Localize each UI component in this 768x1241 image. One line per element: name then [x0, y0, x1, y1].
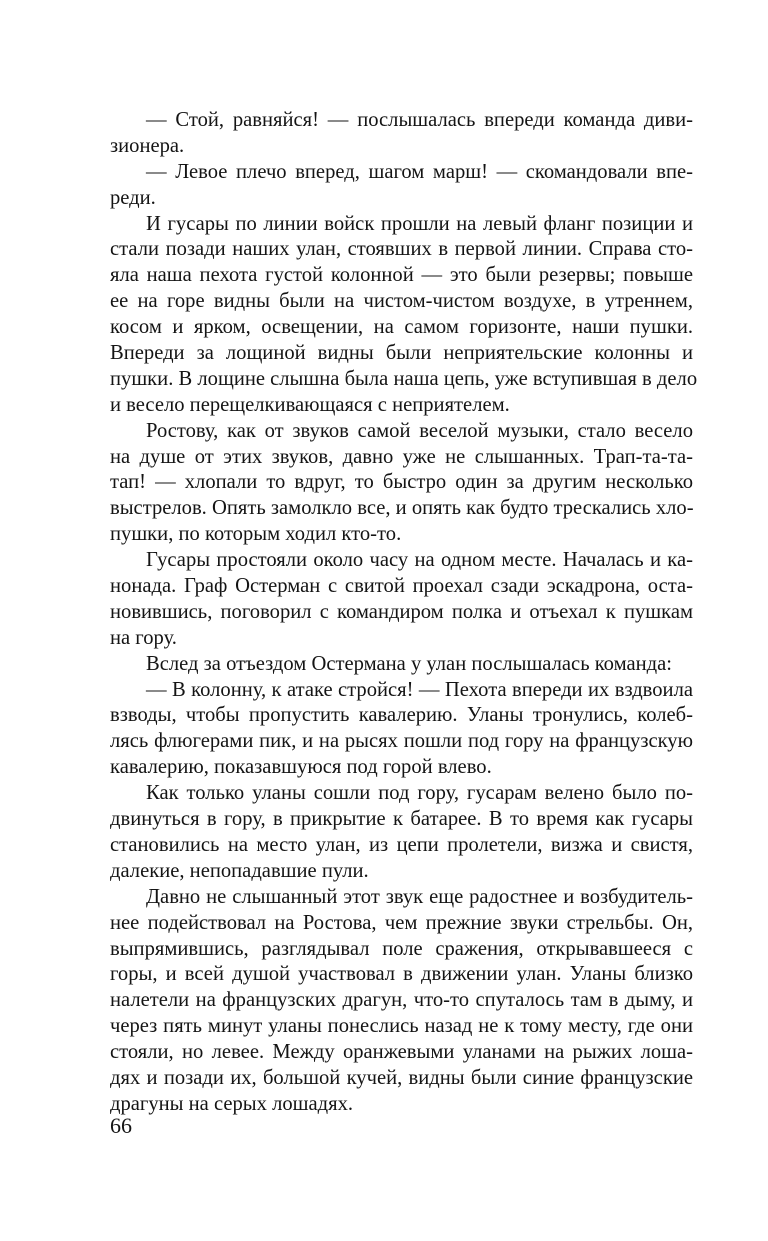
- text-line: ее на горе видны были на чистом-чистом воздухе, в утреннем,: [110, 290, 693, 313]
- text-line: нее подействовал на Ростова, чем прежние звуки стрельбы. Он,: [110, 911, 693, 934]
- text-line: пушки. В лощине слышна была наша цепь, уже вступившая в дело: [110, 367, 698, 390]
- text-line: далекие, непопадавшие пули.: [110, 859, 369, 882]
- paragraph: [110, 212, 698, 419]
- paragraph: [110, 548, 693, 652]
- text-line: дях и позади их, большой кучей, видны были синие французские: [110, 1066, 693, 1089]
- text-line: Как только уланы сошли под гору, гусарам велено было по-: [146, 782, 693, 805]
- text-line: на душе от этих звуков, давно уже не слышанных. Трап-та-та-: [110, 445, 693, 468]
- body-text: [110, 108, 698, 1118]
- page-number: 66: [110, 1113, 132, 1138]
- text-line: новившись, поговорил с командиром полка и отъехал к пушкам: [110, 600, 693, 623]
- text-line: стояли, но левее. Между оранжевыми уланами на рыжих лоша-: [110, 1041, 693, 1064]
- text-line: кавалерию, показавшуюся под горой влево.: [110, 756, 492, 779]
- text-line: — Стой, равняйся! — послышалась впереди команда диви-: [146, 109, 693, 131]
- text-line: Впереди за лощиной видны были неприятельские колонны и: [110, 342, 693, 365]
- text-line: яла наша пехота густой колонной — это были резервы; повыше: [110, 264, 693, 287]
- text-line: выстрелов. Опять замолкло все, и опять как будто трескались хло-: [110, 497, 694, 520]
- text-line: Вслед за отъездом Остермана у улан послышалась команда:: [146, 652, 672, 675]
- text-line: горы, и всей душой участвовал в движении улан. Уланы близко: [110, 963, 693, 986]
- text-line: налетели на французских драгун, что-то спуталось там в дыму, и: [110, 989, 693, 1012]
- paragraph: [110, 108, 693, 160]
- text-line: тап! — хлопали то вдруг, то быстро один за другим несколько: [110, 471, 693, 494]
- text-line: реди.: [110, 186, 156, 209]
- paragraph: [110, 160, 693, 212]
- text-line: двинуться в гору, в прикрытие к батарее. В то время как гусары: [110, 808, 693, 831]
- text-line: Гусары простояли около часу на одном месте. Началась и ка-: [146, 549, 693, 572]
- paragraph: [110, 885, 693, 1118]
- text-line: — В колонну, к атаке стройся! — Пехота впереди их вздвоила: [146, 678, 693, 701]
- text-line: И гусары по линии войск прошли на левый фланг позиции и: [146, 212, 693, 235]
- text-line: пушки, по которым ходил кто-то.: [110, 523, 402, 546]
- paragraph: [110, 678, 693, 782]
- text-line: через пять минут уланы понеслись назад не к тому месту, где они: [110, 1015, 693, 1038]
- text-line: стали позади наших улан, стоявших в первой линии. Справа сто-: [110, 238, 693, 261]
- paragraph: [110, 652, 693, 678]
- text-line: лясь флюгерами пик, и на рысях пошли под гору на французскую: [110, 730, 693, 753]
- text-line: драгуны на серых лошадях.: [110, 1092, 354, 1115]
- text-line: нонада. Граф Остерман с свитой проехал сзади эскадрона, оста-: [110, 575, 693, 598]
- text-line: косом и ярком, освещении, на самом горизонте, наши пушки.: [110, 316, 693, 339]
- text-line: Ростову, как от звуков самой веселой музыки, стало весело: [146, 419, 693, 442]
- text-line: на гору.: [110, 626, 177, 649]
- text-line: Давно не слышанный этот звук еще радостнее и возбудитель-: [146, 885, 693, 908]
- text-line: становились на место улан, из цепи пролетели, визжа и свистя,: [110, 833, 693, 856]
- paragraph: [110, 781, 693, 885]
- text-line: зионера.: [110, 134, 185, 157]
- text-line: выпрямившись, разглядывал поле сражения, открывавшееся с: [110, 937, 693, 960]
- text-line: взводы, чтобы пропустить кавалерию. Уланы тронулись, колеб-: [110, 704, 693, 727]
- paragraph: [110, 419, 693, 548]
- text-line: и весело перещелкивающаяся с неприятелем.: [110, 393, 510, 416]
- text-line: — Левое плечо вперед, шагом марш! — скомандовали впе-: [146, 160, 693, 183]
